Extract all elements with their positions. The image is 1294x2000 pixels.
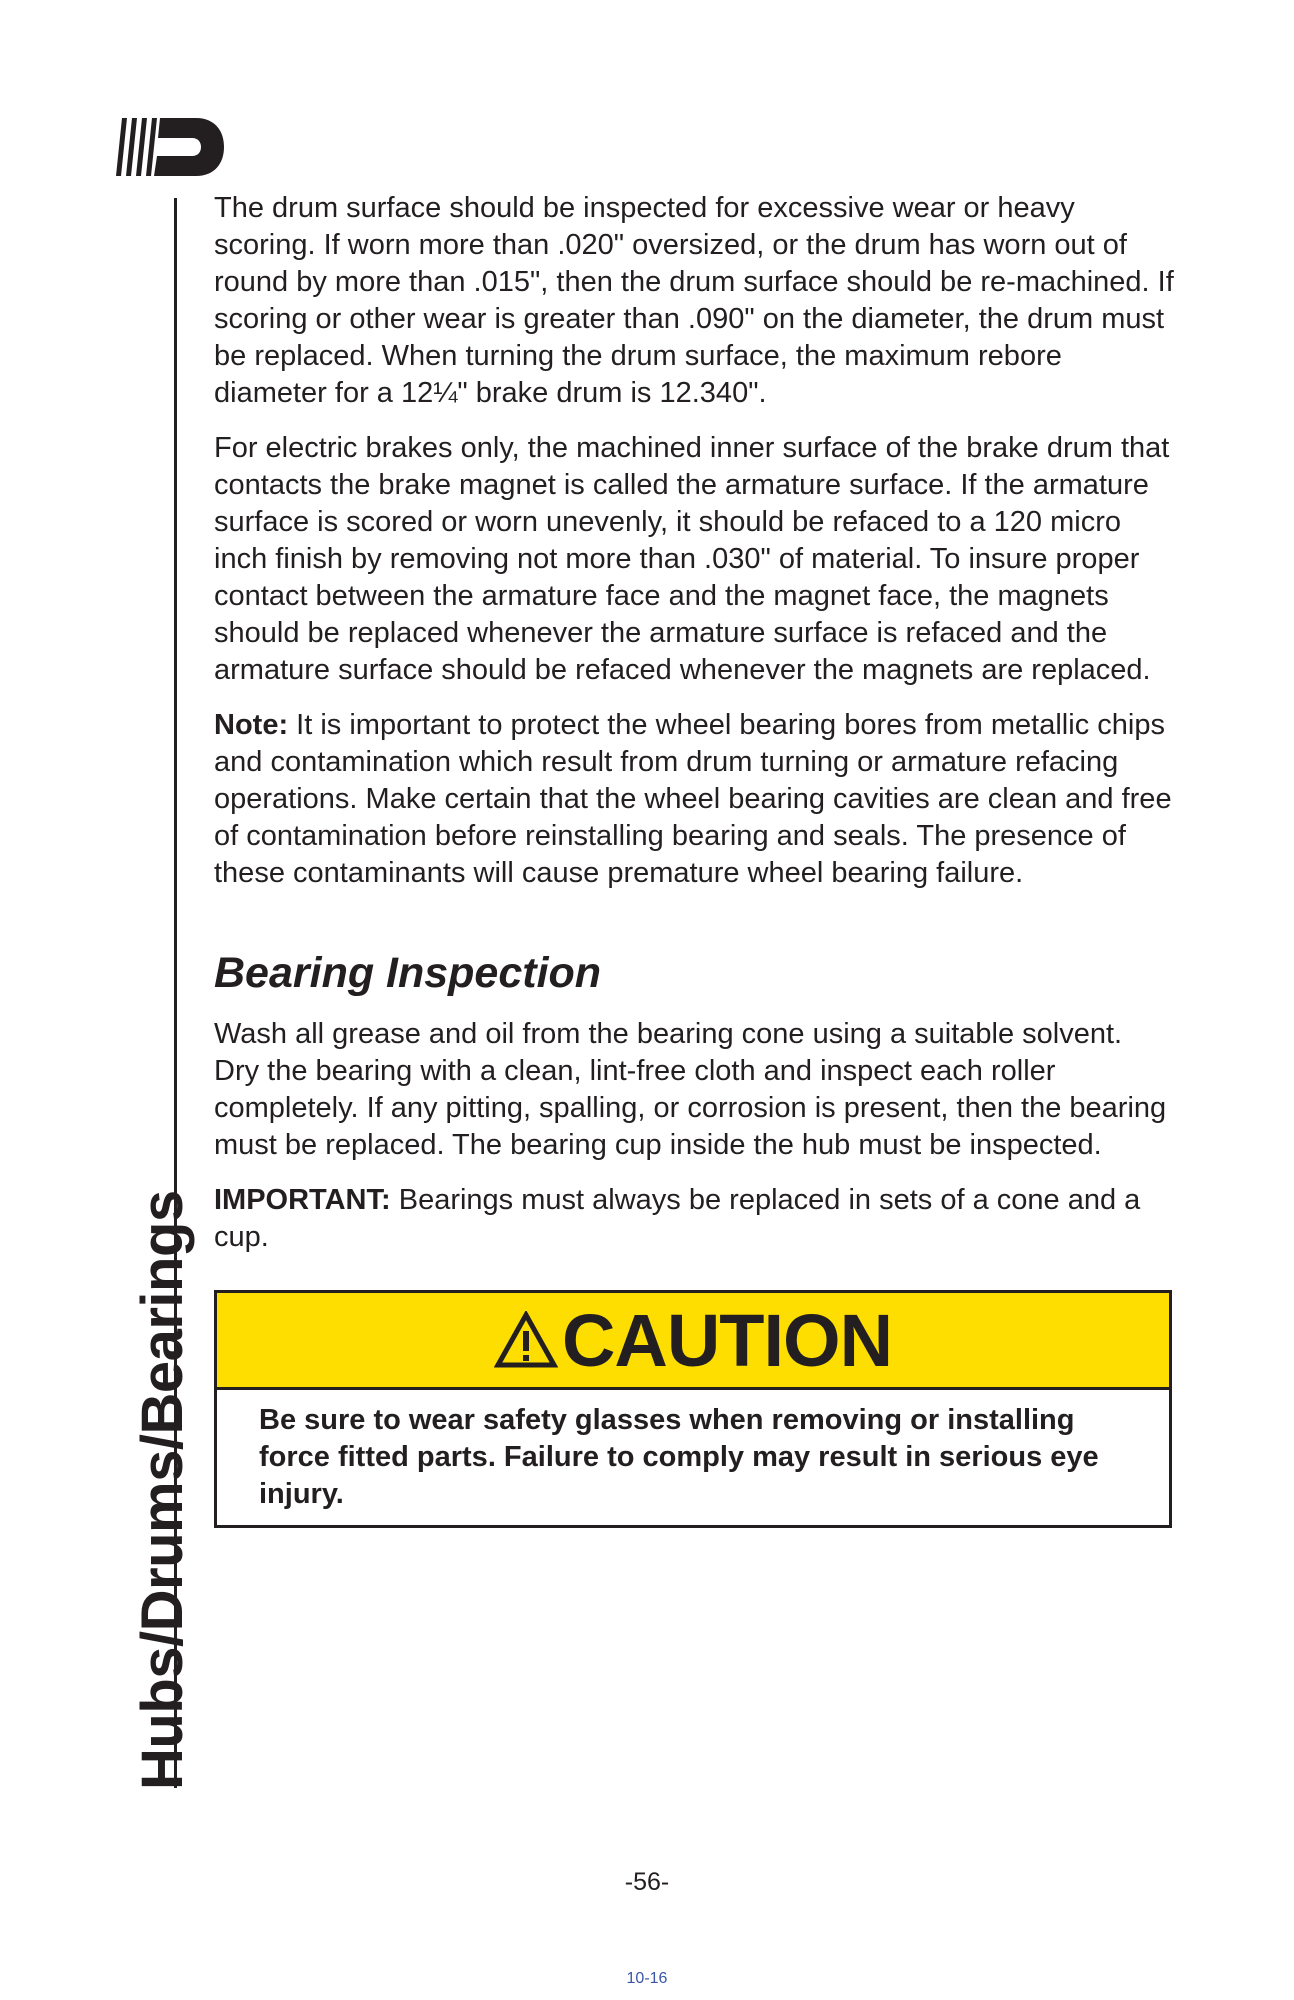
main-content bbox=[214, 190, 1174, 1528]
caution-message: Be sure to wear safety glasses when removing or installing force fitted parts. Failure to comply may result in serious eye injury. bbox=[259, 1404, 1099, 1510]
caution-box bbox=[214, 1290, 1172, 1528]
electric-brakes-paragraph: For electric brakes only, the machined inner surface of the brake drum that contacts the brake magnet is called the armature surface. If the armature surface is scored or worn unevenly, it should be refaced to a 120 micro inch finish by removing not more than .030" of material. To insure proper contact between the armature face and the magnet face, the magnets should be replaced whenever the armature surface is refaced and the armature surface should be refaced whenever the magnets are replaced. bbox=[214, 432, 1170, 686]
page-number: -56- bbox=[624, 1868, 670, 1896]
important-label: IMPORTANT: bbox=[214, 1184, 391, 1216]
important-text: Bearings must always be replaced in sets of a cone and a cup. bbox=[214, 1184, 1141, 1253]
caution-header bbox=[217, 1293, 1169, 1390]
drum-surface-paragraph: The drum surface should be inspected for excessive wear or heavy scoring. If worn more than .020" oversized, or the drum has worn out of round by more than .015", then the drum surface should be re-machined. If scoring or other wear is greater than .090" on the diameter, the drum must be replaced. When turning the drum surface, the maximum rebore diameter for a 12¼" brake drum is 12.340". bbox=[214, 192, 1174, 409]
caution-title: CAUTION bbox=[561, 1298, 893, 1382]
document-revision-code: 10-16 bbox=[626, 1970, 668, 1987]
dexter-logo bbox=[116, 118, 224, 176]
note-text: It is important to protect the wheel bearing bores from metallic chips and contamination which result from drum turning or armature refacing operations. Make certain that the wheel bearing cavities are clean and free of contamination before reinstalling bearing and seals. The presence of these contaminants will cause premature wheel bearing failure. bbox=[214, 709, 1172, 889]
important-paragraph bbox=[214, 1182, 1174, 1256]
bearing-wash-paragraph: Wash all grease and oil from the bearing cone using a suitable solvent. Dry the bearing with a clean, lint-free cloth and inspect each roller completely. If any pitting, spalling, or corrosion is present, then the bearing must be replaced. The bearing cup inside the hub must be inspected. bbox=[214, 1018, 1167, 1161]
note-paragraph bbox=[214, 707, 1174, 892]
section-tab-title: Hubs/Drums/Bearings bbox=[130, 1190, 195, 1790]
warning-triangle-icon bbox=[494, 1311, 558, 1369]
bearing-inspection-heading: Bearing Inspection bbox=[214, 949, 602, 997]
note-label: Note: bbox=[214, 709, 289, 741]
